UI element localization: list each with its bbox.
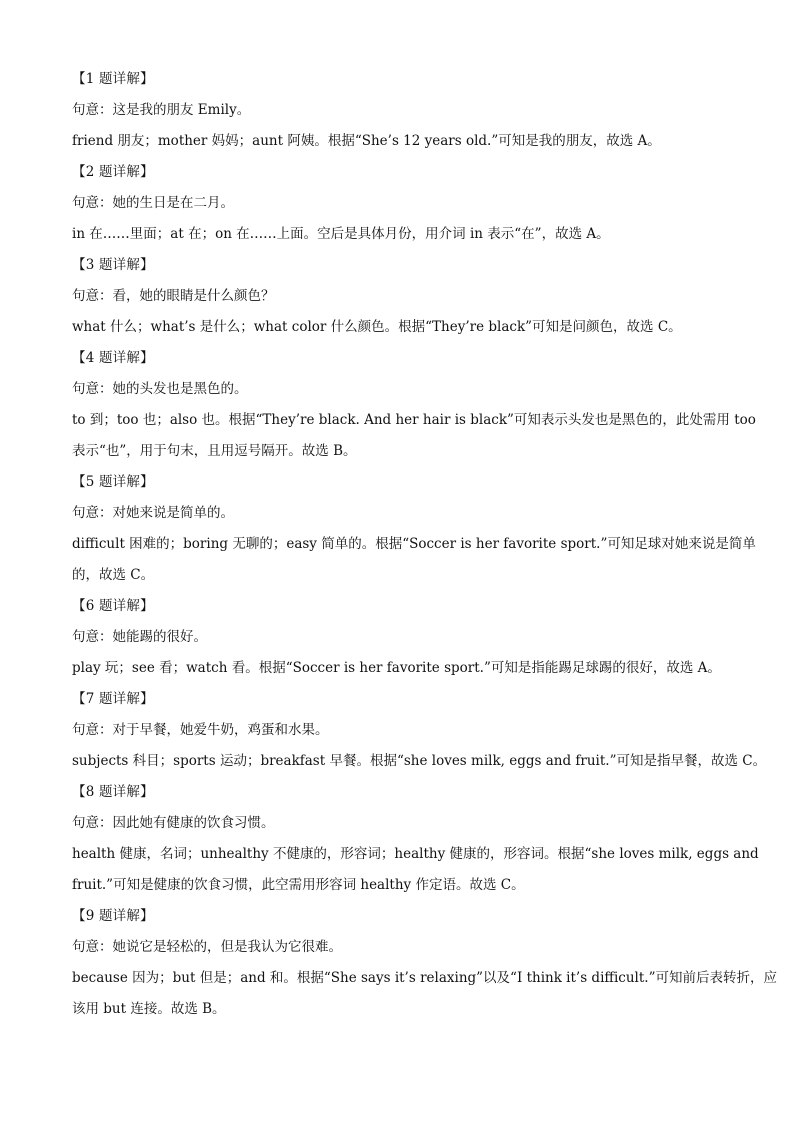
sentence-meaning: 句意：这是我的朋友 Emily。	[72, 102, 251, 118]
explanation-line: to 到；too 也；also 也。根据“They’re black. And her hair is black”可知表示头发也是黑色的，此处需用 too	[72, 412, 756, 428]
explanation-line: 表示“也”，用于句末，且用逗号隔开。故选 B。	[72, 443, 357, 459]
explanation-line: health 健康，名词；unhealthy 不健康的，形容词；healthy 健康的，形容词。根据“she loves milk, eggs and	[72, 846, 759, 862]
sentence-meaning: 句意：她的头发也是黑色的。	[72, 381, 248, 397]
explanation-line: 的，故选 C。	[72, 567, 155, 583]
explanation-line: fruit.”可知是健康的饮食习惯，此空需用形容词 healthy 作定语。故选 C。	[72, 877, 525, 893]
section-heading: 【6 题详解】	[72, 598, 154, 614]
explanation-line: difficult 困难的；boring 无聊的；easy 简单的。根据“Soccer is her favorite sport.”可知足球对她来说是简单	[72, 536, 756, 552]
section-6	[72, 591, 722, 684]
section-heading: 【2 题详解】	[72, 164, 154, 180]
section-heading: 【7 题详解】	[72, 691, 154, 707]
explanation-line: friend 朋友；mother 妈妈；aunt 阿姨。根据“She’s 12 years old.”可知是我的朋友，故选 A。	[72, 133, 661, 149]
explanation-line: play 玩；see 看；watch 看。根据“Soccer is her favorite sport.”可知是指能踢足球踢的很好，故选 A。	[72, 660, 721, 676]
section-7	[72, 684, 767, 777]
explanation-line: because 因为；but 但是；and 和。根据“She says it’s relaxing”以及“I think it’s difficult.”可知前后表转折，应	[72, 970, 777, 986]
sentence-meaning: 句意：对于早餐，她爱牛奶，鸡蛋和水果。	[72, 722, 329, 738]
section-1	[72, 64, 722, 157]
section-heading: 【8 题详解】	[72, 784, 154, 800]
sentence-meaning: 句意：她的生日是在二月。	[72, 195, 234, 211]
sentence-meaning: 句意：看，她的眼睛是什么颜色？	[72, 288, 275, 304]
sentence-meaning: 句意：因此她有健康的饮食习惯。	[72, 815, 275, 831]
explanation-line: 该用 but 连接。故选 B。	[72, 1001, 226, 1017]
section-8	[72, 777, 759, 901]
section-heading: 【1 题详解】	[72, 71, 154, 87]
section-5	[72, 467, 756, 591]
sentence-meaning: 句意：对她来说是简单的。	[72, 505, 234, 521]
section-heading: 【5 题详解】	[72, 474, 154, 490]
section-9	[72, 901, 777, 1025]
explanation-line: subjects 科目；sports 运动；breakfast 早餐。根据“she loves milk, eggs and fruit.”可知是指早餐，故选 C。	[72, 753, 767, 769]
section-3	[72, 250, 722, 343]
sentence-meaning: 句意：她能踢的很好。	[72, 629, 207, 645]
explanation-line: in 在……里面；at 在；on 在……上面。空后是具体月份，用介词 in 表示“在”，故选 A。	[72, 226, 610, 242]
section-2	[72, 157, 722, 250]
explanation-line: what 什么；what’s 是什么；what color 什么颜色。根据“They’re black”可知是问颜色，故选 C。	[72, 319, 682, 335]
section-heading: 【4 题详解】	[72, 350, 154, 366]
sentence-meaning: 句意：她说它是轻松的，但是我认为它很难。	[72, 939, 342, 955]
section-heading: 【9 题详解】	[72, 908, 154, 924]
section-heading: 【3 题详解】	[72, 257, 154, 273]
section-4	[72, 343, 756, 467]
